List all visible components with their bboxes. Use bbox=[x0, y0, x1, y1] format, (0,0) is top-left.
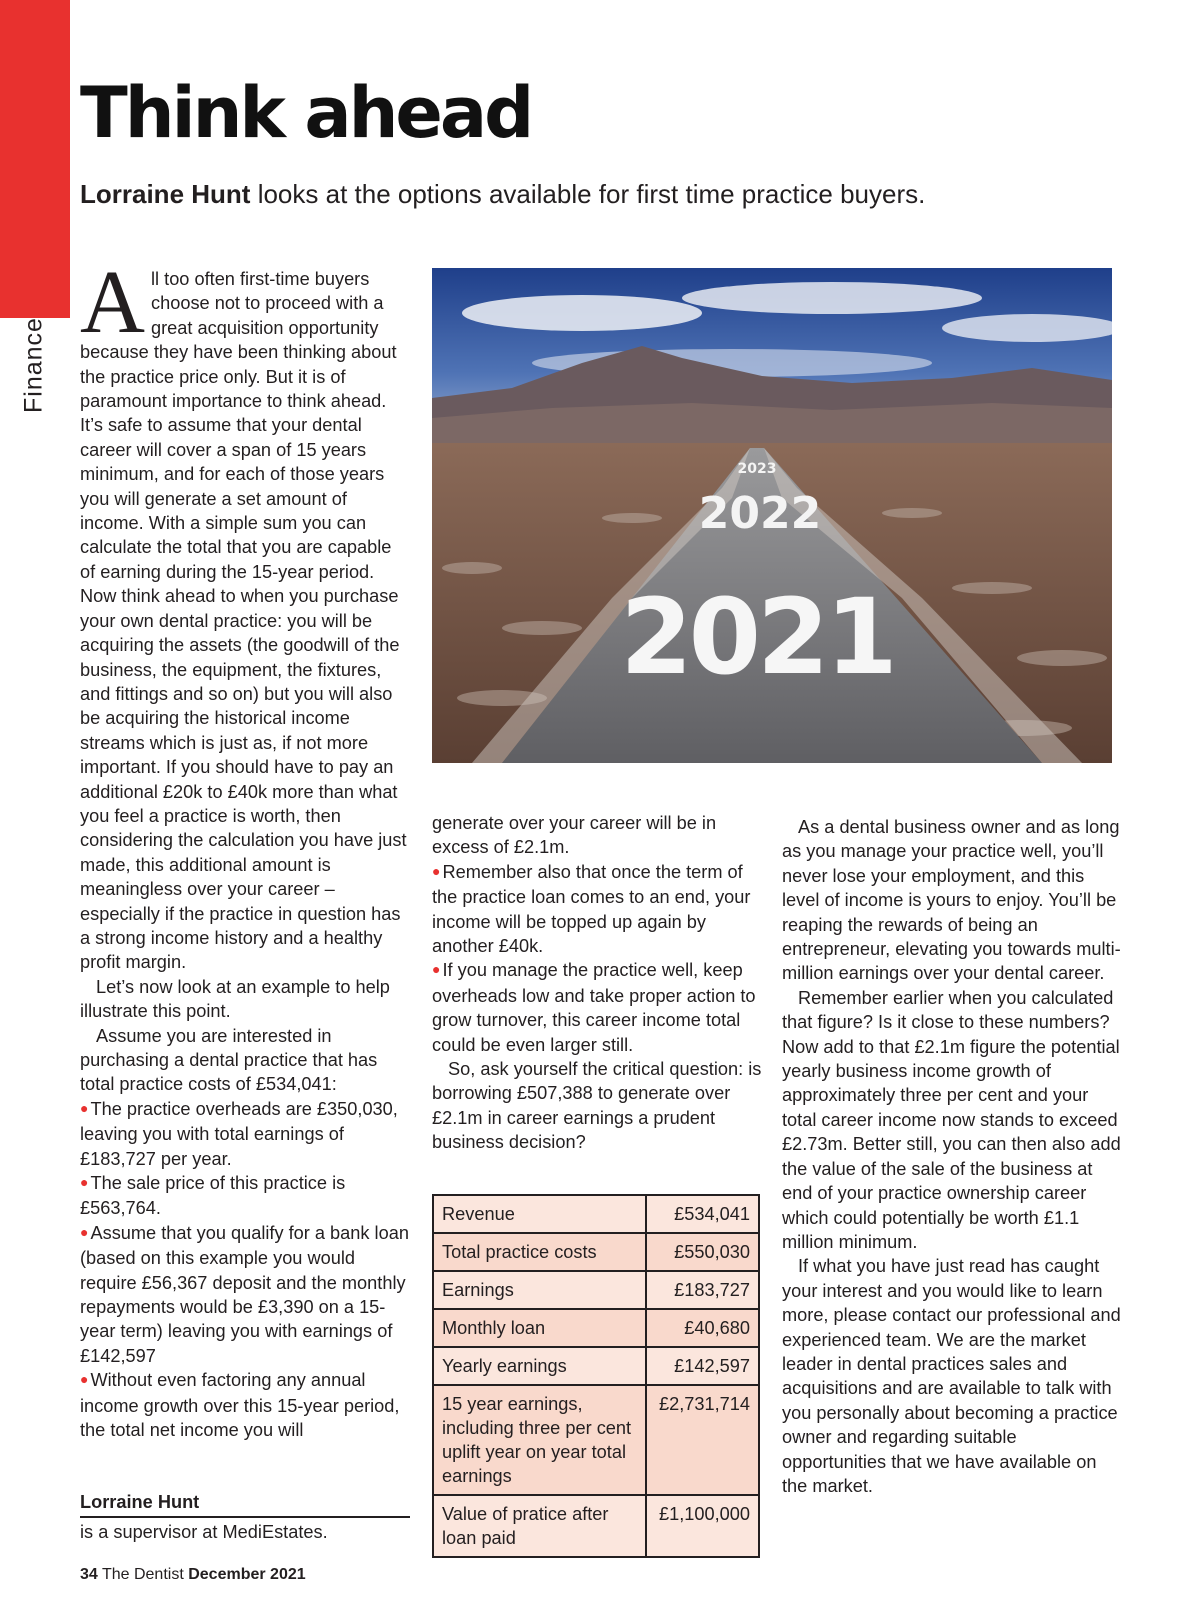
table-row bbox=[433, 1271, 759, 1309]
bullet-item: ● Remember also that once the term of the practice loan comes to an end, your income will be topped up again by another £40k. bbox=[432, 861, 751, 957]
table-cell-value: £534,041 bbox=[646, 1195, 759, 1233]
table-cell-value: £2,731,714 bbox=[646, 1385, 759, 1495]
body-paragraph: If what you have just read has caught your interest and you would like to learn more, please contact our professional and experienced team. We are the market leader in dental practices sales and acquisitions and are available to talk with you personally about becoming a practice owner and regarding suitable opportunities that we have available on the market. bbox=[782, 1256, 1121, 1496]
table-cell-value: £1,100,000 bbox=[646, 1495, 759, 1557]
issue-date: December 2021 bbox=[188, 1566, 306, 1583]
table-cell-label: Earnings bbox=[433, 1271, 646, 1309]
page-number: 34 bbox=[80, 1566, 98, 1583]
standfirst-author: Lorraine Hunt bbox=[80, 179, 251, 209]
table-cell-label: Yearly earnings bbox=[433, 1347, 646, 1385]
bullet-dot-icon: ● bbox=[80, 1223, 89, 1240]
drop-cap: A bbox=[80, 253, 145, 352]
author-name: Lorraine Hunt bbox=[80, 1490, 410, 1518]
bullet-item: ● The sale price of this practice is £563,764. bbox=[80, 1173, 346, 1219]
earnings-table bbox=[432, 1194, 760, 1558]
body-column-1 bbox=[80, 253, 410, 1443]
page-folio bbox=[80, 1566, 306, 1584]
section-color-tab bbox=[0, 0, 70, 318]
section-label: Finance bbox=[19, 317, 48, 413]
table-cell-value: £40,680 bbox=[646, 1309, 759, 1347]
bullet-dot-icon: ● bbox=[80, 1099, 89, 1116]
article-photo bbox=[432, 268, 1112, 763]
bullet-dot-icon: ● bbox=[80, 1174, 89, 1191]
bullet-dot-icon: ● bbox=[80, 1371, 89, 1388]
body-paragraph: generate over your career will be in excess of £2.1m. bbox=[432, 813, 717, 858]
table-cell-value: £550,030 bbox=[646, 1233, 759, 1271]
table-cell-label: Revenue bbox=[433, 1195, 646, 1233]
article-title: Think ahead bbox=[80, 72, 532, 154]
body-paragraph: As a dental business owner and as long as you manage your practice well, you’ll never lose your employment, and this level of income is yours to enjoy. You’ll be reaping the rewards of being an entrepreneur, elevating you towards multi-million earnings over your dental career. bbox=[782, 817, 1121, 984]
road-photo-illustration bbox=[432, 268, 1112, 763]
standfirst-text: looks at the options available for first time practice buyers. bbox=[257, 179, 926, 209]
table-row bbox=[433, 1495, 759, 1557]
bullet-item: ● Without even factoring any annual income growth over this 15-year period, the total net income you will bbox=[80, 1370, 400, 1441]
body-paragraph: Assume you are interested in purchasing a dental practice that has total practice costs of £534,041: bbox=[80, 1025, 378, 1095]
body-column-3 bbox=[782, 815, 1122, 1498]
table-row bbox=[433, 1347, 759, 1385]
bullet-item: ● The practice overheads are £350,030, leaving you with total earnings of £183,727 per year. bbox=[80, 1098, 398, 1169]
table-cell-label: Monthly loan bbox=[433, 1309, 646, 1347]
body-paragraph: Let’s now look at an example to help illustrate this point. bbox=[80, 976, 390, 1022]
body-paragraph: Remember earlier when you calculated that figure? Is it close to these numbers? Now add to that £2.1m figure the potential yearly business income growth of approximately three per cent and your total career income now stands to exceed £2.73m. Better still, you can then also add the value of the sale of the business at end of your practice ownership career which could potentially be worth £1.1 million minimum. bbox=[782, 987, 1121, 1252]
year-label-2021: 2021 bbox=[620, 576, 894, 698]
year-label-2022: 2022 bbox=[698, 488, 822, 539]
table-row bbox=[433, 1195, 759, 1233]
table-cell-label: Value of pratice after loan paid bbox=[433, 1495, 646, 1557]
table-cell-value: £183,727 bbox=[646, 1271, 759, 1309]
body-paragraph: So, ask yourself the critical question: is borrowing £507,388 to generate over £2.1m in career earnings a prudent business decision? bbox=[432, 1059, 762, 1153]
bullet-item: ● If you manage the practice well, keep overheads low and take proper action to grow turnover, this career income total could be even larger still. bbox=[432, 960, 756, 1055]
bullet-dot-icon: ● bbox=[432, 862, 441, 879]
author-role: is a supervisor at MediEstates. bbox=[80, 1522, 328, 1542]
table-cell-label: Total practice costs bbox=[433, 1233, 646, 1271]
standfirst bbox=[80, 178, 925, 212]
body-paragraph: All too often first-time buyers choose not to proceed with a great acquisition opportunity because they have been thinking about the practice price only. But it is of paramount importance to think ahead. It’s safe to assume that your dental career will cover a span of 15 years minimum, and for each of those years you will generate a set amount of income. With a simple sum you can calculate the total that you are capable of earning during the 15-year period. Now think ahead to when you purchase your own dental practice: you will be acquiring the assets (the goodwill of the business, the equipment, the fixtures, and fittings and so on) but you will also be acquiring the historical income streams which is just as, if not more important. If you should have to pay an additional £20k to £40k more than what you feel a practice is worth, then considering the calculation you have just made, this additional amount is meaningless over your career – especially if the practice in question has a strong income history and a healthy profit margin. bbox=[80, 253, 407, 973]
table-cell-label: 15 year earnings, including three per cent uplift year on year total earnings bbox=[433, 1385, 646, 1495]
body-column-2 bbox=[432, 811, 767, 1155]
author-bio bbox=[80, 1490, 410, 1544]
table-row bbox=[433, 1233, 759, 1271]
table-cell-value: £142,597 bbox=[646, 1347, 759, 1385]
bullet-dot-icon: ● bbox=[432, 961, 441, 978]
table-row bbox=[433, 1385, 759, 1495]
publication-name: The Dentist bbox=[101, 1566, 184, 1583]
table-row bbox=[433, 1309, 759, 1347]
bullet-item: ● Assume that you qualify for a bank loan (based on this example you would require £56,367 deposit and the monthly repayments would be £3,390 on a 15-year term) leaving you with earnings of £142,597 bbox=[80, 1222, 409, 1366]
year-label-2023: 2023 bbox=[737, 461, 777, 477]
